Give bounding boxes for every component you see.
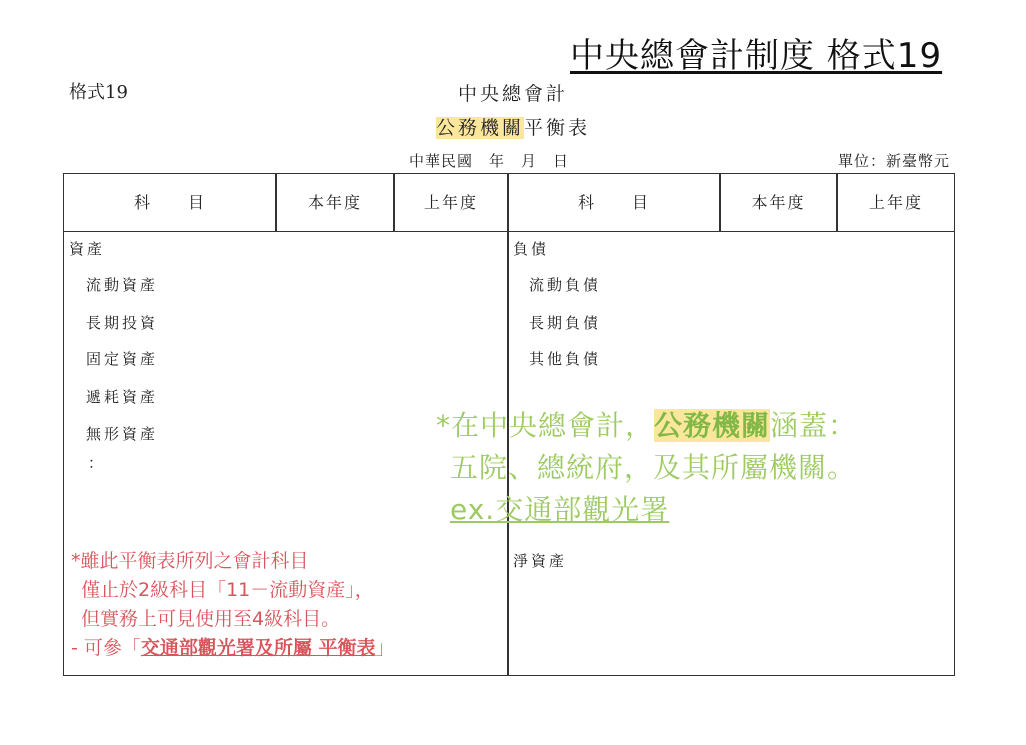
date-line: 中華民國 年 月 日 [409, 152, 570, 170]
asset-item: 遞耗資產 [86, 388, 159, 406]
red-note-line4-suffix: 」 [375, 637, 395, 659]
column-divider [836, 174, 838, 231]
column-divider [393, 174, 395, 231]
asset-item: 流動資產 [86, 276, 159, 294]
liability-item: 流動負債 [529, 276, 602, 294]
title-highlight: 公務機關 [435, 117, 524, 139]
green-note-prefix: *在中央總會計， [436, 409, 655, 442]
assets-heading: 資產 [69, 240, 106, 258]
header-right-account: 科 目 [577, 193, 650, 212]
form-number: 格式19 [69, 82, 128, 103]
red-note-line4-prefix: - 可參「 [71, 637, 141, 659]
asset-item: 無形資產 [86, 425, 159, 443]
green-note-line3-link[interactable] [436, 489, 857, 531]
header-left-account: 科 目 [133, 193, 206, 212]
asset-item: 固定資產 [86, 350, 159, 368]
red-note-line3: 但實務上可見使用至4級科目。 [81, 608, 341, 630]
asset-item-ellipsis: ： [88, 454, 107, 472]
document-title [0, 113, 1026, 140]
green-annotation [436, 405, 857, 531]
red-note-line2: 僅止於2級科目「11－流動資產」， [81, 579, 374, 601]
red-note-line1: *雖此平衡表所列之會計科目 [71, 550, 309, 572]
green-note-line1 [436, 405, 857, 447]
green-note-line2: 五院、總統府，及其所屬機關。 [450, 451, 857, 484]
asset-item: 長期投資 [86, 314, 159, 332]
reference-link[interactable]: 交通部觀光署及所屬 平衡表 [140, 637, 376, 659]
currency-unit: 單位：新臺幣元 [837, 152, 950, 170]
liability-item: 其他負債 [529, 350, 602, 368]
red-annotation [71, 547, 395, 663]
header-right-prior-year: 上年度 [868, 193, 923, 212]
red-note-line4 [71, 634, 395, 663]
column-divider [719, 174, 721, 231]
agency-name: 中央總會計 [457, 83, 568, 105]
header-right-current-year: 本年度 [751, 193, 806, 212]
example-link[interactable]: ex.交通部觀光署 [450, 493, 670, 526]
table-header-row [64, 174, 954, 232]
header-left-prior-year: 上年度 [423, 193, 478, 212]
header-left-current-year: 本年度 [307, 193, 362, 212]
column-divider [275, 174, 277, 231]
green-note-highlight: 公務機關 [654, 409, 771, 442]
banner-title: 中央總會計制度 格式19 [570, 36, 943, 76]
green-note-suffix: 涵蓋： [770, 409, 858, 442]
net-assets-heading: 淨資產 [513, 552, 568, 570]
liability-item: 長期負債 [529, 314, 602, 332]
liabilities-heading: 負債 [513, 240, 550, 258]
title-rest: 平衡表 [524, 117, 591, 139]
